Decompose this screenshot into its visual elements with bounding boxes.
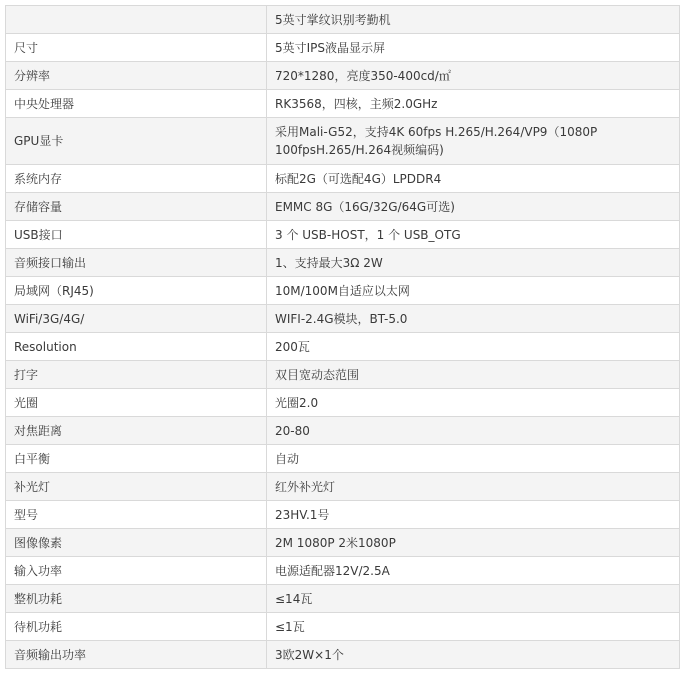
table-row xyxy=(6,585,680,613)
spec-value-cell: 10M/100M自适应以太网 xyxy=(267,277,680,305)
spec-value-cell: 20-80 xyxy=(267,417,680,445)
table-row xyxy=(6,165,680,193)
spec-key-cell: 音频接口输出 xyxy=(6,249,267,277)
spec-key-cell: 分辨率 xyxy=(6,62,267,90)
spec-key-cell: 补光灯 xyxy=(6,473,267,501)
table-row xyxy=(6,529,680,557)
spec-key-cell: 系统内存 xyxy=(6,165,267,193)
spec-key-cell: 图像像素 xyxy=(6,529,267,557)
spec-value-cell: RK3568，四核，主频2.0GHz xyxy=(267,90,680,118)
table-row xyxy=(6,249,680,277)
spec-value-cell: 3欧2W×1个 xyxy=(267,641,680,669)
spec-key-cell: 局域网（RJ45) xyxy=(6,277,267,305)
spec-value-cell: 2M 1080P 2米1080P xyxy=(267,529,680,557)
table-row xyxy=(6,305,680,333)
spec-value-cell: ≤1瓦 xyxy=(267,613,680,641)
table-row xyxy=(6,277,680,305)
spec-value-cell: 720*1280，亮度350-400cd/㎡ xyxy=(267,62,680,90)
table-row xyxy=(6,557,680,585)
spec-value-cell: 红外补光灯 xyxy=(267,473,680,501)
table-row xyxy=(6,417,680,445)
table-row xyxy=(6,389,680,417)
spec-key-cell: 音频输出功率 xyxy=(6,641,267,669)
spec-key-cell: 中央处理器 xyxy=(6,90,267,118)
spec-value-cell: 自动 xyxy=(267,445,680,473)
table-row xyxy=(6,641,680,669)
table-row xyxy=(6,118,680,165)
spec-value-cell: EMMC 8G（16G/32G/64G可选) xyxy=(267,193,680,221)
spec-key-cell: Resolution xyxy=(6,333,267,361)
table-row xyxy=(6,473,680,501)
spec-key-cell: 整机功耗 xyxy=(6,585,267,613)
table-row xyxy=(6,193,680,221)
table-row xyxy=(6,613,680,641)
table-row xyxy=(6,90,680,118)
spec-value-cell: WIFI-2.4G模块，BT-5.0 xyxy=(267,305,680,333)
spec-key-cell: 白平衡 xyxy=(6,445,267,473)
spec-value-cell: 1、支持最大3Ω 2W xyxy=(267,249,680,277)
spec-key-cell: USB接口 xyxy=(6,221,267,249)
spec-key-cell: WiFi/3G/4G/ xyxy=(6,305,267,333)
spec-value-cell: 3 个 USB-HOST，1 个 USB_OTG xyxy=(267,221,680,249)
table-header-row xyxy=(6,6,680,34)
table-row xyxy=(6,62,680,90)
spec-table xyxy=(5,5,680,669)
spec-value-cell: 电源适配器12V/2.5A xyxy=(267,557,680,585)
spec-value-cell: 双目宽动态范围 xyxy=(267,361,680,389)
spec-key-cell: 尺寸 xyxy=(6,34,267,62)
table-row xyxy=(6,333,680,361)
spec-key-cell: 打字 xyxy=(6,361,267,389)
table-title: 5英寸掌纹识别考勤机 xyxy=(267,6,680,34)
spec-key-cell: 输入功率 xyxy=(6,557,267,585)
header-empty-cell xyxy=(6,6,267,34)
spec-value-cell: 标配2G（可选配4G）LPDDR4 xyxy=(267,165,680,193)
spec-key-cell: 存储容量 xyxy=(6,193,267,221)
table-row xyxy=(6,221,680,249)
spec-key-cell: 待机功耗 xyxy=(6,613,267,641)
spec-value-cell: 200瓦 xyxy=(267,333,680,361)
spec-value-cell: ≤14瓦 xyxy=(267,585,680,613)
table-row xyxy=(6,34,680,62)
table-row xyxy=(6,361,680,389)
spec-value-cell: 5英寸IPS液晶显示屏 xyxy=(267,34,680,62)
spec-key-cell: 型号 xyxy=(6,501,267,529)
spec-value-cell: 采用Mali-G52，支持4K 60fps H.265/H.264/VP9（1080P 100fpsH.265/H.264视频编码) xyxy=(267,118,680,165)
spec-value-cell: 光圈2.0 xyxy=(267,389,680,417)
spec-value-cell: 23HV.1号 xyxy=(267,501,680,529)
spec-key-cell: 光圈 xyxy=(6,389,267,417)
spec-key-cell: 对焦距离 xyxy=(6,417,267,445)
table-row xyxy=(6,501,680,529)
table-row xyxy=(6,445,680,473)
spec-key-cell: GPU显卡 xyxy=(6,118,267,165)
